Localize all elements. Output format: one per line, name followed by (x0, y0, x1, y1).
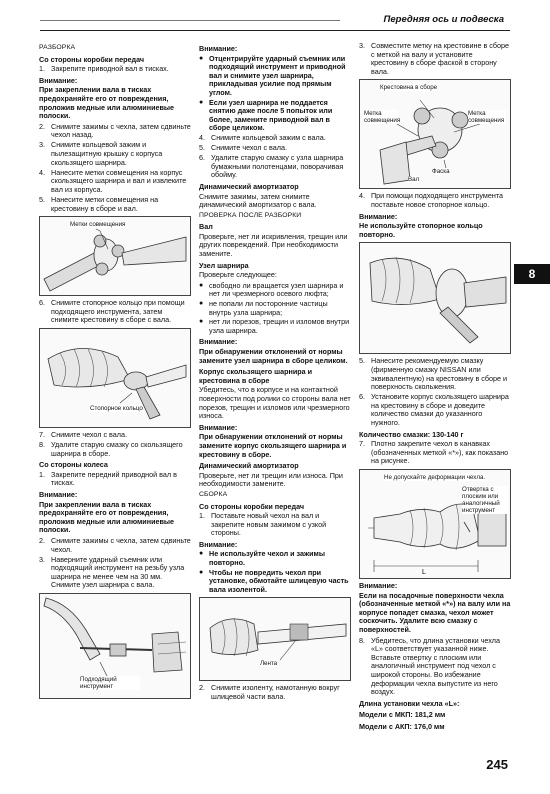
warning-text: При закреплении вала в тисках предохраняйте его от повреждения, проложив медные или алюминиевые полоски. (39, 499, 175, 535)
subheading: Узел шарнира (199, 260, 249, 270)
figure-slide-hammer (39, 593, 191, 699)
column-2 (199, 42, 351, 703)
step: 2. Снимите изоленту, намотанную вокруг шлицевой части вала. (199, 683, 340, 702)
header-title: Передняя ось и подвеска (383, 14, 504, 25)
svg-text:L: L (422, 568, 426, 576)
check-bullet: ● нет ли порезов, трещин и изломов внутри узла шарнира. (199, 317, 350, 335)
paragraph: Проверьте, нет ли трещин или износа. При необходимости замените. (199, 470, 343, 489)
figure-spider-assembly (359, 79, 511, 189)
paragraph: Убедитесь, что в корпусе и на контактной поверхности под ролики со стороны вала нет порезов, трещин и изломов или чрезмерного износа. (199, 385, 351, 421)
step: 5. Нанесите метки совмещения на крестовину в сборе и вал. (39, 195, 159, 213)
figure-joint-housing (359, 242, 511, 354)
subheading: Со стороны коробки передач (39, 54, 145, 64)
warning-label: Внимание: (199, 44, 238, 53)
warning-label: Внимание: (359, 580, 398, 590)
spec-value: Модели с МКП: 181,2 мм (359, 710, 446, 720)
warning-text: При обнаружении отклонений от нормы замените узел шарнира в сборе целиком. (199, 347, 348, 365)
check-bullet: ● свободно ли вращается узел шарнира и нет ли чрезмерного осевого люфта; (199, 280, 344, 299)
step: 5. Снимите чехол с вала. (199, 143, 287, 153)
warning-bullet: ● Не используйте чехол и зажимы повторно. (199, 549, 325, 568)
warning-text: При закреплении вала в тисках предохраняйте его от повреждения, проложив медные или алюминиевые полоски. (39, 85, 175, 121)
step: 4. Нанесите метки совмещения на корпус скользящего шарнира и вал и извлеките вал из корпуса. (39, 167, 187, 194)
step: 4. При помощи подходящего инструмента поставьте новое стопорное кольцо. (359, 191, 503, 209)
section-heading: ПРОВЕРКА ПОСЛЕ РАЗБОРКИ (199, 211, 302, 219)
grease-quantity: Количество смазки: 130-140 г (359, 429, 464, 439)
warning-text: При обнаружении отклонений от нормы замените корпус скользящего шарнира и крестовину в сборе. (199, 432, 347, 459)
step: 3. Совместите метку на крестовине в сборе с меткой на валу и установите крестовину в сборе фаской в сторону вала. (359, 41, 509, 76)
subheading: Корпус скользящего шарнира и крестовина в сборе (199, 367, 313, 385)
figure-label: Метка совмещения (364, 110, 401, 125)
spec-value: Модели с АКП: 176,0 мм (359, 721, 445, 731)
figure-boot-length (359, 469, 511, 579)
warning-label: Внимание: (39, 75, 78, 85)
section-heading: СБОРКА (199, 490, 228, 498)
paragraph: Снимите зажимы, затем снимите динамический амортизатор с вала. (199, 191, 317, 210)
step: 3. Снимите кольцевой зажим и пылезащитную крышку с корпуса скользящего шарнира. (39, 140, 163, 167)
step: 6. Снимите стопорное кольцо при помощи подходящего инструмента, затем снимите крестовину в сборе с вала. (39, 298, 185, 325)
step: 7. Плотно закрепите чехол в канавках (обозначенных меткой «*»), как показано на рисунке. (359, 439, 509, 466)
check-bullet: ● не попали ли посторонние частицы внутрь узла шарнира; (199, 299, 328, 317)
column-3 (359, 42, 511, 732)
subheading: Вал (199, 222, 213, 232)
warning-text: Не используйте стопорное кольцо повторно. (359, 221, 483, 239)
step: 6. Установите корпус скользящего шарнира на крестовину в сборе и доведите количество смазки до указанного нужного. (359, 392, 509, 427)
subheading: Со стороны коробки передач (199, 501, 305, 511)
figure-label: Подходящий инструмент (80, 676, 140, 690)
step: 3. Наверните ударный съемник или подходящий инструмент на резьбу узла шарнира не менее чем на 30 мм. Снимите узел шарнира с вала. (39, 554, 185, 590)
spec-heading: Длина установки чехла «L»: (359, 698, 460, 708)
step: 1. Поставьте новый чехол на вал и закрепите новым зажимом с узкой стороны. (199, 511, 327, 538)
paragraph: Проверьте следующее: (199, 270, 277, 280)
step: 1. Закрепите приводной вал в тисках. (39, 64, 169, 74)
figure-label: Метки совмещения (70, 221, 126, 229)
step: 1. Закрепите передний приводной вал в тисках. (39, 469, 177, 488)
step: 8. Убедитесь, что длина установки чехла «L» соответствует указанной ниже. Вставьте отвертку с плоским или аналогичный инструмент под чехол с широкой стороны. Во избежание деформации чехла выпустите из него воздух. (359, 635, 500, 697)
subheading: Динамический амортизатор (199, 461, 299, 471)
step: 2. Снимите зажимы с чехла, затем сдвиньте чехол. (39, 536, 191, 554)
subheading: Динамический амортизатор (199, 181, 299, 191)
figure-alignment-marks (39, 216, 191, 296)
section-heading: РАЗБОРКА (39, 44, 76, 51)
section-tab: 8 (514, 264, 550, 284)
warning-label: Внимание: (199, 539, 238, 549)
warning-bullet: ● Чтобы не повредить чехол при установке, обмотайте шлицевую часть вала изолентой. (199, 567, 349, 594)
step: 2. Снимите зажимы с чехла, затем сдвиньте чехол назад. (39, 121, 191, 140)
page-number: 245 (486, 757, 508, 772)
column-1 (39, 42, 191, 702)
step: 4. Снимите кольцевой зажим с вала. (199, 132, 326, 142)
figure-label: Отвертка с плоским или аналогичный инструмент (462, 486, 508, 514)
warning-label: Внимание: (199, 422, 238, 432)
step: 8. Удалите старую смазку со скользящего шарнира в сборе. (39, 440, 183, 458)
step: 7. Снимите чехол с вала. (39, 429, 127, 439)
step: 5. Нанесите рекомендуемую смазку (фирменную смазку NISSAN или эквивалентную) на крестовину в сборе и поверхность скольжения. (359, 356, 508, 392)
warning-label: Внимание: (199, 337, 238, 347)
warning-bullet: ● Если узел шарнира не поддается снятию даже после 5 попыток или более, замените приводной вал в сборе целиком. (199, 97, 333, 133)
page-header (40, 12, 510, 31)
figure-label: Не допускайте деформации чехла. (384, 473, 486, 481)
warning-bullet: ● Отцентрируйте ударный съемник или подходящий инструмент и приводной вал и снимите узел шарнира, прикладывая усилие под прямым углом. (199, 53, 346, 97)
figure-snap-ring (39, 328, 191, 428)
warning-label: Внимание: (39, 490, 78, 500)
figure-label: Вал (408, 176, 420, 184)
figure-label: Лента (260, 660, 278, 668)
figure-label: Крестовина в сборе (380, 84, 438, 92)
figure-tape (199, 597, 351, 681)
warning-label: Внимание: (359, 211, 398, 221)
paragraph: Проверьте, нет ли искривления, трещин или других повреждений. При необходимости замените. (199, 231, 348, 259)
step: 6. Удалите старую смазку с узла шарнира бумажными полотенцами, поворачивая обойму. (199, 153, 344, 180)
figure-label: Фаска (432, 168, 450, 176)
warning-text: Если на посадочные поверхности чехла (обозначенные меткой «*») на валу или на корпусе попадет смазка, чехол может соскочить. Удалите всю смазку с поверхностей. (359, 590, 511, 634)
figure-label: Стопорное кольцо (90, 404, 143, 412)
header-rule (40, 20, 340, 21)
subheading: Со стороны колеса (39, 460, 108, 470)
figure-label: Метка совмещения (468, 110, 505, 125)
